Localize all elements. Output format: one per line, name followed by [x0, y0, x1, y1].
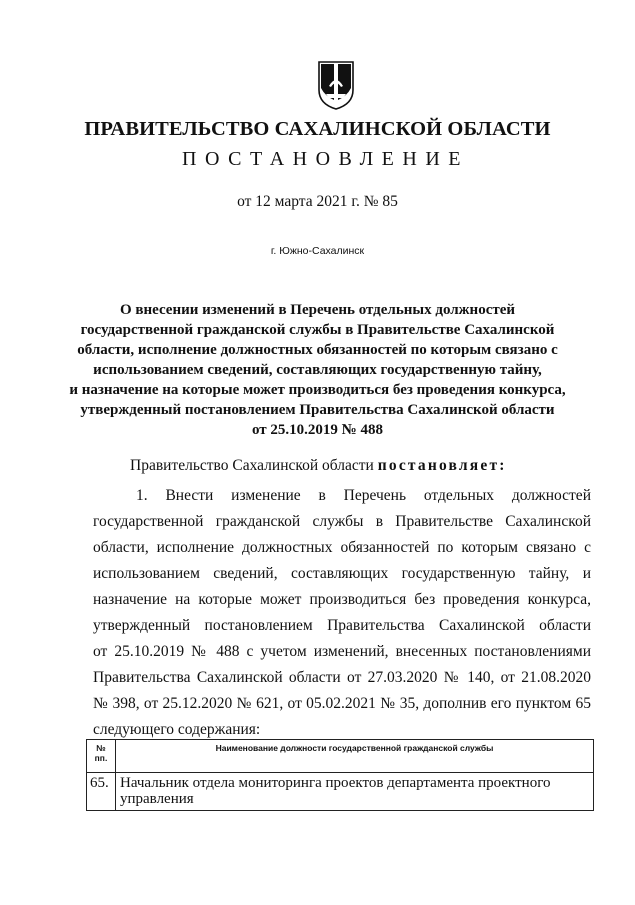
table-header-number: № пп. [87, 740, 116, 773]
body-line: назначение на которые может производиться без проведения конкурса, [93, 591, 591, 608]
body-line: от 25.10.2019 № 488 с учетом изменений, внесенных постановлениями [93, 643, 591, 660]
body-line: № 398, от 25.12.2020 № 621, от 05.02.2021 № 35, дополнив его пунктом 65 [93, 695, 591, 712]
sakhalin-coat-of-arms-icon [317, 60, 355, 110]
body-line: государственной гражданской службы в Правительстве Сахалинской [93, 513, 591, 530]
table-cell-number: 65. [87, 773, 116, 811]
subject-line: О внесении изменений в Перечень отдельных должностей [119, 302, 516, 318]
document-subject [0, 300, 635, 440]
table-header-row [87, 740, 594, 773]
preamble-emphasis: постановляет: [377, 457, 507, 474]
city-name: г. Южно-Сахалинск [270, 245, 365, 257]
preamble-text: Правительство Сахалинской области [130, 457, 378, 474]
resolution-body [93, 487, 591, 747]
body-line: области, исполнение должностных обязанностей по которым связано с [93, 539, 591, 556]
government-title: ПРАВИТЕЛЬСТВО САХАЛИНСКОЙ ОБЛАСТИ [84, 118, 551, 140]
table-header-position: Наименование должности государственной гражданской службы [116, 740, 594, 773]
table-row [87, 773, 594, 811]
subject-line: и назначение на которые может производиться без проведения конкурса, [69, 382, 566, 398]
date-and-number: от 12 марта 2021 г. № 85 [237, 193, 398, 210]
body-line: использованием сведений, составляющих государственную тайну, и [93, 565, 591, 582]
positions-table [86, 739, 594, 811]
subject-line: использованием сведений, составляющих государственную тайну, [93, 362, 542, 378]
body-line: утвержденный постановлением Правительства Сахалинской области [93, 617, 591, 634]
document-type: ПОСТАНОВЛЕНИЕ [182, 148, 469, 170]
preamble [130, 457, 507, 475]
table-cell-position: Начальник отдела мониторинга проектов департамента проектного управления [116, 773, 594, 811]
subject-line: области, исполнение должностных обязанностей по которым связано с [77, 342, 558, 358]
body-line: следующего содержания: [93, 721, 261, 738]
body-line: Правительства Сахалинской области от 27.03.2020 № 140, от 21.08.2020 [93, 669, 591, 686]
body-line: 1. Внести изменение в Перечень отдельных должностей [136, 487, 591, 504]
subject-line: от 25.10.2019 № 488 [252, 422, 383, 438]
subject-line: государственной гражданской службы в Правительстве Сахалинской [80, 322, 555, 338]
subject-line: утвержденный постановлением Правительства Сахалинской области [80, 402, 555, 418]
